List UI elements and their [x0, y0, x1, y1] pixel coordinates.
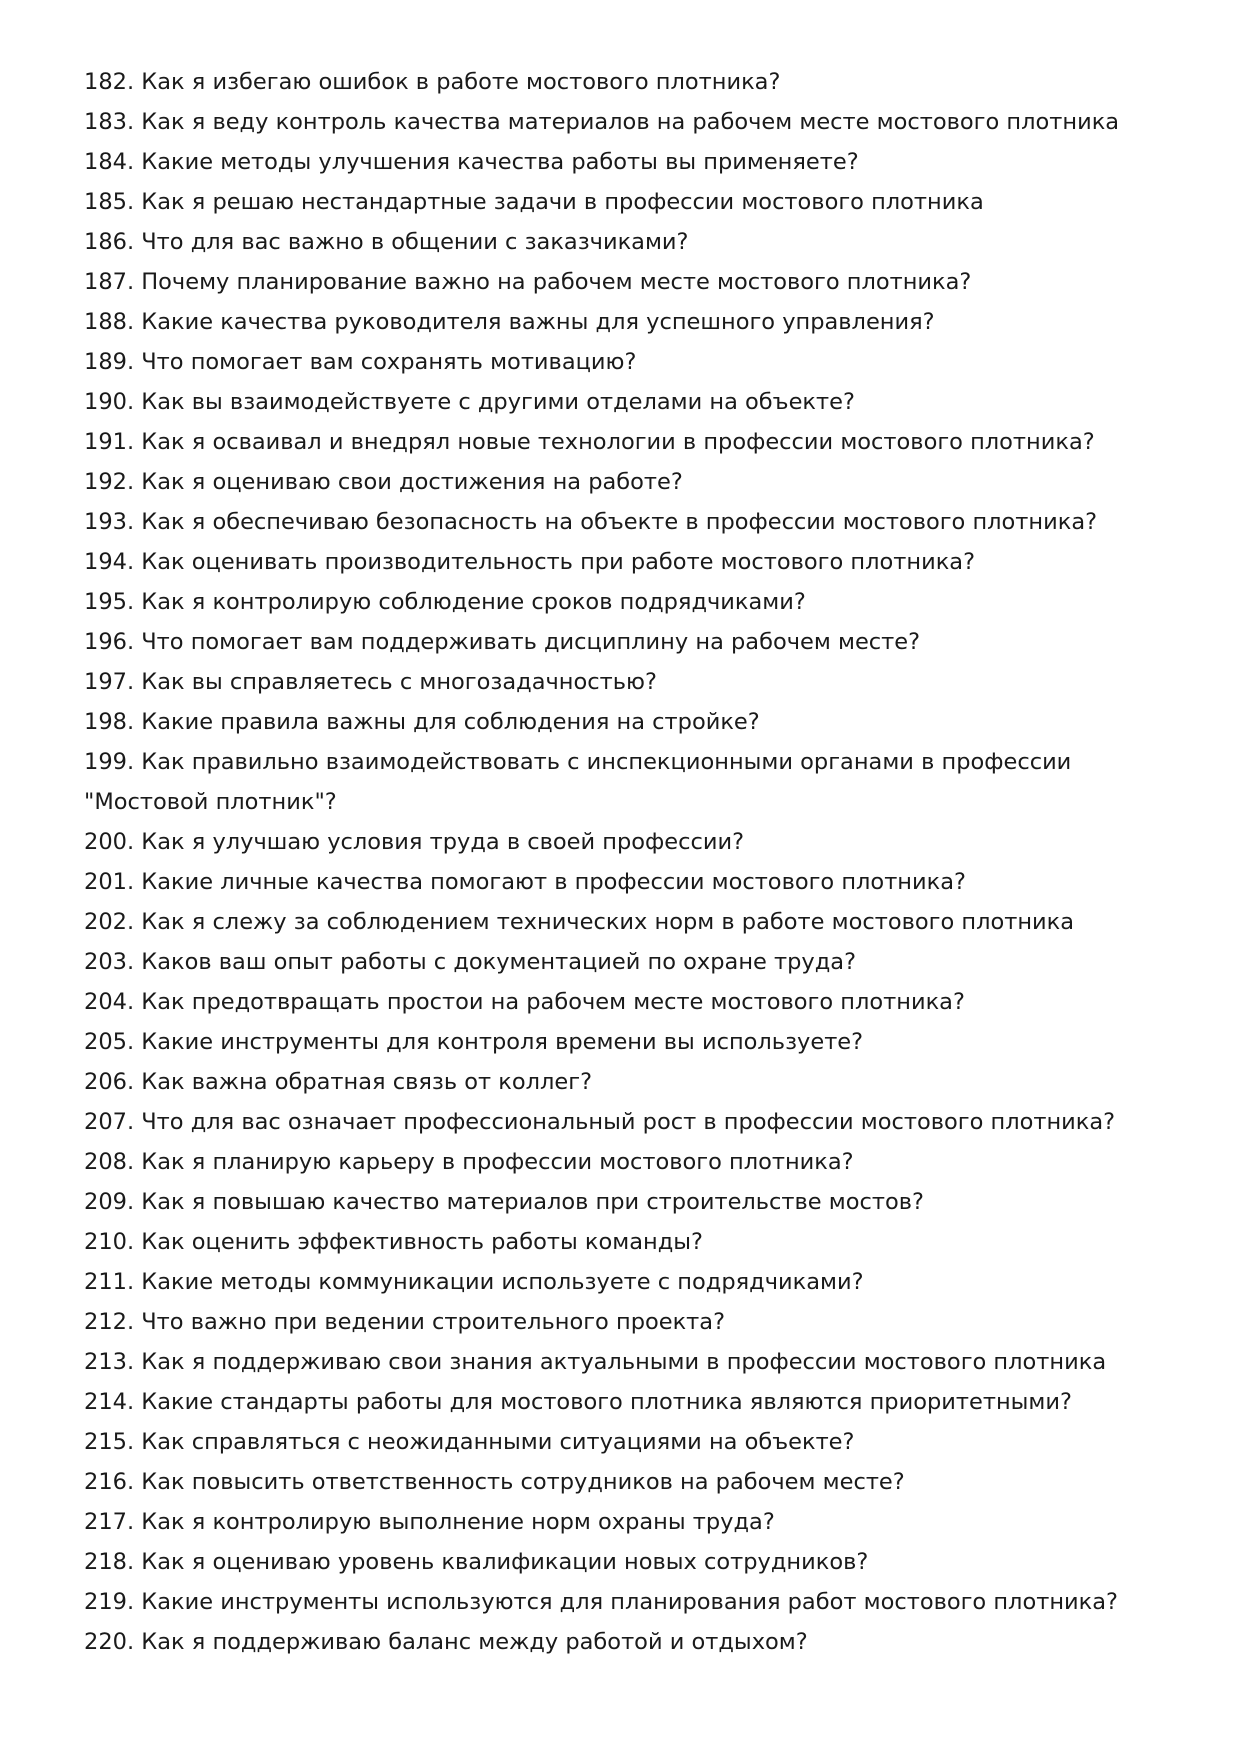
- question-item: 203. Каков ваш опыт работы с документацией по охране труда?: [84, 949, 857, 975]
- question-item: 198. Какие правила важны для соблюдения на стройке?: [84, 709, 760, 735]
- question-item: 206. Как важна обратная связь от коллег?: [84, 1069, 593, 1095]
- question-item: 201. Какие личные качества помогают в профессии мостового плотника?: [84, 869, 966, 895]
- question-item: 183. Как я веду контроль качества материалов на рабочем месте мостового плотника: [84, 109, 1120, 135]
- question-item: 205. Какие инструменты для контроля времени вы используете?: [84, 1029, 864, 1055]
- question-item: 220. Как я поддерживаю баланс между работой и отдыхом?: [84, 1629, 808, 1655]
- question-item: 207. Что для вас означает профессиональный рост в профессии мостового плотника?: [84, 1109, 1116, 1135]
- question-item: 182. Как я избегаю ошибок в работе мостового плотника?: [84, 69, 781, 95]
- question-item: 216. Как повысить ответственность сотрудников на рабочем месте?: [84, 1469, 905, 1495]
- question-item: 209. Как я повышаю качество материалов при строительстве мостов?: [84, 1189, 924, 1215]
- question-item: 196. Что помогает вам поддерживать дисциплину на рабочем месте?: [84, 629, 921, 655]
- question-item: 200. Как я улучшаю условия труда в своей профессии?: [84, 829, 745, 855]
- question-item: 186. Что для вас важно в общении с заказчиками?: [84, 229, 689, 255]
- question-item: 214. Какие стандарты работы для мостового плотника являются приоритетными?: [84, 1389, 1072, 1415]
- question-item: 204. Как предотвращать простои на рабочем месте мостового плотника?: [84, 989, 965, 1015]
- question-item: 218. Как я оцениваю уровень квалификации новых сотрудников?: [84, 1549, 869, 1575]
- question-item: 219. Какие инструменты используются для планирования работ мостового плотника?: [84, 1589, 1118, 1615]
- question-item: 212. Что важно при ведении строительного проекта?: [84, 1309, 726, 1335]
- question-item: 184. Какие методы улучшения качества работы вы применяете?: [84, 149, 859, 175]
- document-page: [84, 62, 1184, 1662]
- question-item: 188. Какие качества руководителя важны для успешного управления?: [84, 309, 935, 335]
- question-item: 211. Какие методы коммуникации используете с подрядчиками?: [84, 1269, 864, 1295]
- question-item: 185. Как я решаю нестандартные задачи в профессии мостового плотника: [84, 189, 984, 215]
- question-item: 194. Как оценивать производительность при работе мостового плотника?: [84, 549, 976, 575]
- question-item: 208. Как я планирую карьеру в профессии мостового плотника?: [84, 1149, 854, 1175]
- question-item: 202. Как я слежу за соблюдением технических норм в работе мостового плотника: [84, 909, 1075, 935]
- question-list: [84, 62, 1184, 1662]
- question-item: 197. Как вы справляетесь с многозадачностью?: [84, 669, 657, 695]
- question-item: 217. Как я контролирую выполнение норм охраны труда?: [84, 1509, 775, 1535]
- question-item: 190. Как вы взаимодействуете с другими отделами на объекте?: [84, 389, 855, 415]
- question-item: 191. Как я осваивал и внедрял новые технологии в профессии мостового плотника?: [84, 429, 1095, 455]
- question-item: 195. Как я контролирую соблюдение сроков подрядчиками?: [84, 589, 806, 615]
- question-item: 193. Как я обеспечиваю безопасность на объекте в профессии мостового плотника?: [84, 509, 1098, 535]
- question-item: 199. Как правильно взаимодействовать с инспекционными органами в профессии "Мостовой плотник"?: [84, 749, 1072, 815]
- question-item: 192. Как я оцениваю свои достижения на работе?: [84, 469, 683, 495]
- question-item: 210. Как оценить эффективность работы команды?: [84, 1229, 703, 1255]
- question-item: 189. Что помогает вам сохранять мотивацию?: [84, 349, 637, 375]
- question-item: 215. Как справляться с неожиданными ситуациями на объекте?: [84, 1429, 855, 1455]
- question-item: 213. Как я поддерживаю свои знания актуальными в профессии мостового плотника: [84, 1349, 1107, 1375]
- question-item: 187. Почему планирование важно на рабочем месте мостового плотника?: [84, 269, 972, 295]
